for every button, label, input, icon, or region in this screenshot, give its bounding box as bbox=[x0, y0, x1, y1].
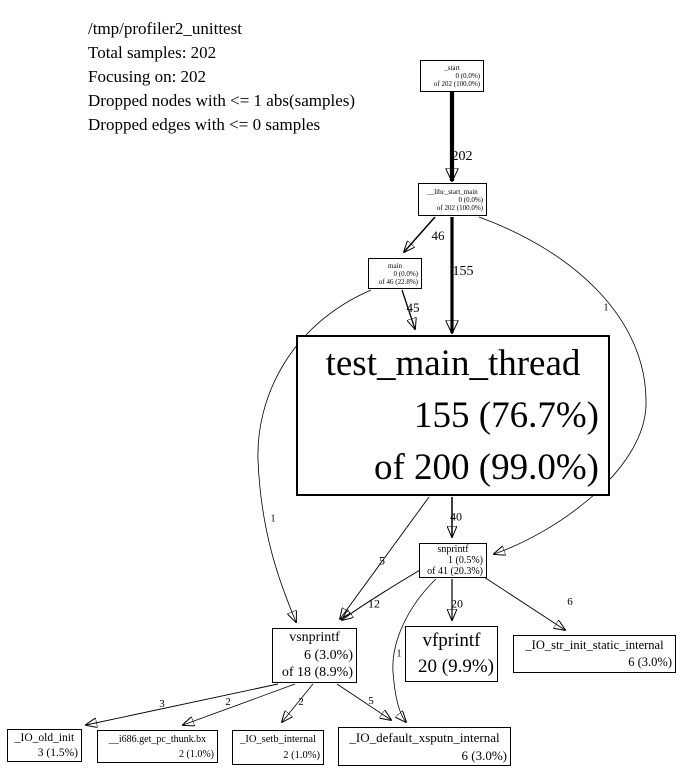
node-test-flat: 155 (76.7%) bbox=[414, 394, 599, 436]
node-io-setb-flat: 2 (1.0%) bbox=[283, 749, 320, 761]
node-start-name: _start bbox=[444, 64, 460, 72]
node-vsnprintf-flat: 6 (3.0%) bbox=[304, 647, 353, 663]
node-i686-thunk-flat: 2 (1.0%) bbox=[179, 748, 214, 760]
node-start bbox=[420, 60, 484, 92]
node-io-default-xsputn-internal bbox=[338, 727, 511, 766]
node-vsnprintf bbox=[272, 628, 357, 683]
edge-label-snprintf-xsputn: 1 bbox=[396, 648, 402, 660]
node-snprintf bbox=[419, 543, 487, 578]
edge-label-snprintf-vsnprintf: 12 bbox=[368, 596, 380, 611]
node-main bbox=[368, 258, 422, 289]
edge-vsnprintf-to-xsputn bbox=[337, 684, 391, 720]
node-snprintf-flat: 1 (0.5%) bbox=[448, 555, 483, 566]
node-main-name: main bbox=[388, 261, 402, 270]
node-main-cum: of 46 (22.8%) bbox=[378, 277, 418, 286]
node-io-xsputn-flat: 6 (3.0%) bbox=[461, 747, 507, 763]
dropped-edges-text: Dropped edges with <= 0 samples bbox=[88, 115, 321, 134]
node-io-setb-internal bbox=[232, 730, 324, 765]
edge-label-libc-main: 46 bbox=[431, 228, 445, 243]
edge-label-libc-test: 155 bbox=[452, 264, 474, 279]
edge-label-vsnprintf-xsputn: 5 bbox=[368, 695, 374, 707]
node-start-cum: of 202 (100.0%) bbox=[433, 80, 480, 88]
edge-vsnprintf-to-io-old-init bbox=[86, 684, 278, 725]
node-vsnprintf-cum: of 18 (8.9%) bbox=[281, 665, 353, 681]
node-io-old-init bbox=[7, 729, 82, 762]
node-libc-flat: 0 (0.0%) bbox=[458, 195, 483, 204]
node-snprintf-name: snprintf bbox=[437, 544, 469, 555]
profile-binary-path: /tmp/profiler2_unittest bbox=[88, 19, 242, 38]
edge-label-main-test: 45 bbox=[406, 300, 420, 315]
edge-label-snprintf-io-str-init: 6 bbox=[567, 596, 573, 608]
node-libc-name: __libc_start_main bbox=[427, 187, 478, 196]
edge-label-test-vsnprintf: 5 bbox=[379, 553, 385, 568]
edge-label-libc-snprintf: 1 bbox=[603, 302, 609, 314]
node-io-str-init-static-internal bbox=[513, 635, 676, 673]
edge-label-start-libc: 202 bbox=[451, 149, 473, 164]
edge-snprintf-to-io-str-init bbox=[484, 577, 565, 630]
node-snprintf-cum: of 41 (20.3%) bbox=[427, 566, 483, 577]
node-test-main-thread bbox=[296, 335, 610, 496]
edge-vsnprintf-to-thunk bbox=[183, 684, 295, 725]
edge-label-vsnprintf-io-old-init: 3 bbox=[159, 698, 165, 710]
node-test-name: test_main_thread bbox=[325, 342, 581, 384]
node-i686-thunk-name: __i686.get_pc_thunk.bx bbox=[108, 733, 207, 745]
node-libc-start-main bbox=[418, 183, 487, 216]
node-test-cum: of 200 (99.0%) bbox=[373, 446, 599, 488]
dropped-nodes-text: Dropped nodes with <= 1 abs(samples) bbox=[88, 91, 356, 110]
edge-label-main-vsnprintf: 1 bbox=[270, 513, 276, 525]
edge-label-snprintf-vfprintf: 20 bbox=[451, 596, 463, 611]
node-vfprintf-flat: 20 (9.9%) bbox=[418, 656, 494, 677]
edge-label-vsnprintf-thunk: 2 bbox=[225, 696, 231, 708]
edge-label-test-snprintf: 40 bbox=[450, 509, 462, 524]
node-io-str-init-name: _IO_str_init_static_internal bbox=[525, 638, 664, 652]
node-vsnprintf-name: vsnprintf bbox=[289, 630, 340, 646]
edge-libc-to-main bbox=[404, 217, 435, 252]
node-vfprintf-name: vfprintf bbox=[422, 630, 481, 651]
node-io-str-init-flat: 6 (3.0%) bbox=[628, 655, 672, 669]
edge-snprintf-to-vsnprintf bbox=[342, 570, 420, 620]
focusing-on-text: Focusing on: 202 bbox=[88, 67, 207, 86]
node-start-flat: 0 (0.0%) bbox=[455, 72, 480, 80]
node-io-xsputn-name: _IO_default_xsputn_internal bbox=[349, 729, 500, 745]
node-libc-cum: of 202 (100.0%) bbox=[436, 203, 483, 212]
node-io-setb-name: _IO_setb_internal bbox=[240, 733, 316, 745]
total-samples-text: Total samples: 202 bbox=[88, 43, 217, 62]
edge-label-vsnprintf-io-setb: 2 bbox=[298, 696, 304, 708]
node-vfprintf bbox=[405, 626, 498, 682]
node-main-flat: 0 (0.0%) bbox=[393, 269, 418, 278]
node-io-old-init-flat: 3 (1.5%) bbox=[37, 746, 78, 759]
node-io-old-init-name: _IO_old_init bbox=[14, 731, 75, 744]
node-i686-get-pc-thunk bbox=[97, 730, 218, 763]
